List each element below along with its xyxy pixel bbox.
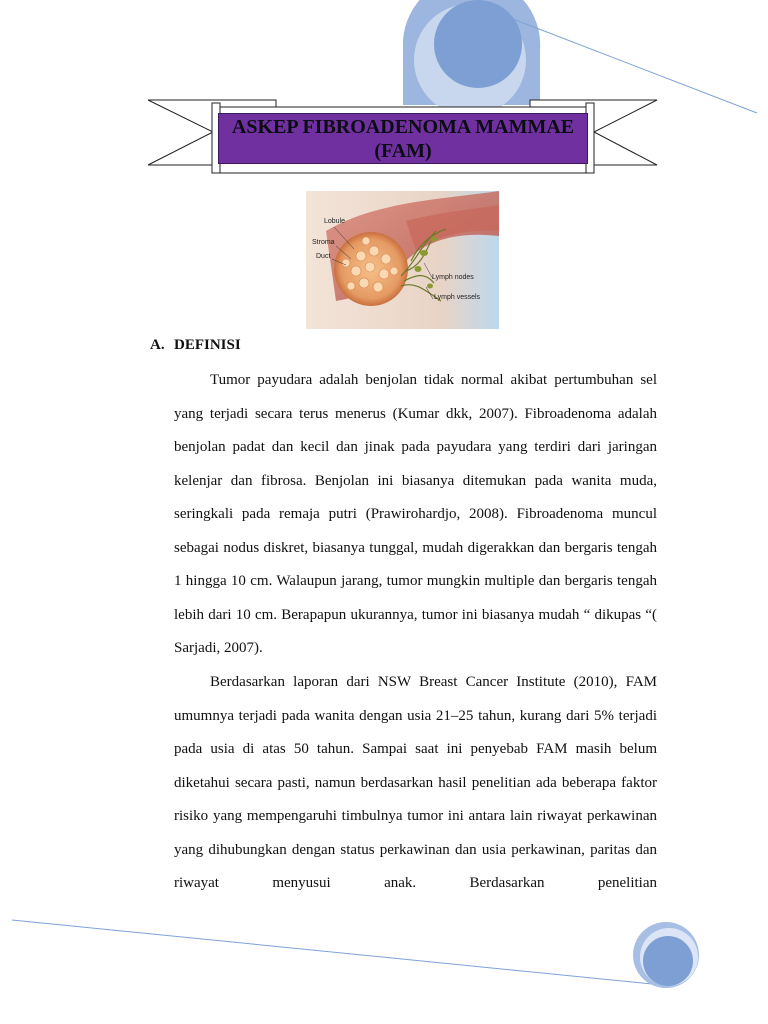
label-lymph-vessels: Lymph vessels: [434, 294, 481, 301]
section-heading: [150, 337, 241, 354]
paragraph-1: Tumor payudara adalah benjolan tidak normal akibat pertumbuhan sel yang terjadi secara terus menerus (Kumar dkk, 2007). Fibroadenoma adalah benjolan padat dan kecil dan jinak pada payudara yang terdiri dari jaringan kelenjar dan fibrosa. Benjolan ini biasanya ditemukan pada wanita muda, seringkali pada remaja putri (Prawirohardjo, 2008). Fibroadenoma muncul sebagai nodus diskret, biasanya tunggal, mudah digerakkan dan bergaris tengah 1 hingga 10 cm. Walaupun jarang, tumor mungkin multiple dan bergaris tengah lebih dari 10 cm. Berapapun ukurannya, tumor ini biasanya mudah “ dikupas “( Sarjadi, 2007).: [174, 372, 657, 656]
bottom-diagonal-line: [12, 920, 662, 985]
breast-anatomy-figure: [306, 191, 499, 329]
paragraph-2: Berdasarkan laporan dari NSW Breast Cancer Institute (2010), FAM umumnya terjadi pada wanita dengan usia 21–25 tahun, kurang dari 5% terjadi pada usia di atas 50 tahun. Sampai saat ini penyebab FAM masih belum diketahui secara pasti, namun berdasarkan hasil penelitian ada beberapa faktor risiko yang mempengaruhi timbulnya tumor ini antara lain riwayat perkawinan yang dihubungkan dengan status perkawinan dan usia perkawinan, paritas dan riwayat menyusui anak. Berdasarkan penelitian: [174, 674, 657, 891]
section-title: DEFINISI: [174, 337, 241, 353]
document-title: ASKEP FIBROADENOMA MAMMAE (FAM): [218, 113, 588, 164]
label-lymph-nodes: Lymph nodes: [432, 274, 474, 281]
section-number: A.: [150, 337, 165, 353]
top-circle-ornament: [403, 0, 540, 116]
breast-anatomy-illustration: [306, 191, 499, 329]
label-lobule: Lobule: [324, 218, 346, 225]
label-duct: Duct: [316, 253, 331, 260]
bottom-circle-ornament: [633, 922, 699, 988]
label-stroma: Stroma: [312, 239, 335, 246]
